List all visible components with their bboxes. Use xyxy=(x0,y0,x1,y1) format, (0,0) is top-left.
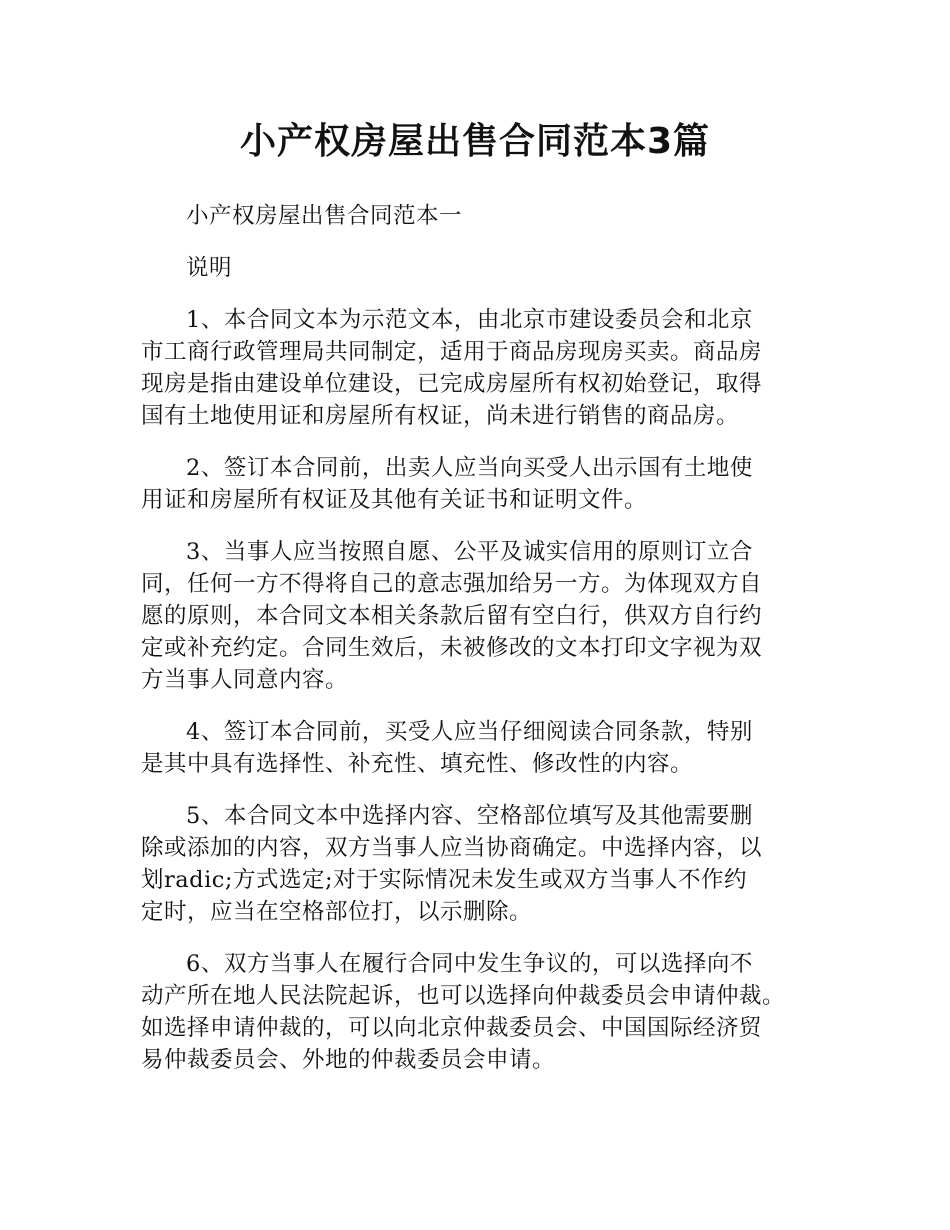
paragraph-1 xyxy=(141,304,831,432)
paragraph-line: 如选择申请仲裁的，可以向北京仲裁委员会、中国国际经济贸 xyxy=(141,1015,763,1041)
paragraph-line: 用证和房屋所有权证及其他有关证书和证明文件。 xyxy=(141,487,648,513)
paragraph-line: 愿的原则，本合同文本相关条款后留有空白行，供双方自行约 xyxy=(141,603,763,629)
paragraph-5 xyxy=(141,800,831,928)
paragraph-4 xyxy=(141,716,831,780)
paragraph-line: 易仲裁委员会、外地的仲裁委员会申请。 xyxy=(141,1047,556,1073)
paragraph-line: 定时，应当在空格部位打，以示删除。 xyxy=(141,899,533,925)
paragraph-line: 现房是指由建设单位建设，已完成房屋所有权初始登记，取得 xyxy=(141,371,763,397)
paragraph-line: 6、双方当事人在履行合同中发生争议的，可以选择向不 xyxy=(186,951,753,977)
paragraph-3 xyxy=(141,536,831,696)
paragraph-line: 国有土地使用证和房屋所有权证，尚未进行销售的商品房。 xyxy=(141,403,740,429)
section-heading: 说明 xyxy=(186,255,233,281)
paragraph-line: 动产所在地人民法院起诉，也可以选择向仲裁委员会申请仲裁。 xyxy=(141,983,786,1009)
paragraph-line: 市工商行政管理局共同制定，适用于商品房现房买卖。商品房 xyxy=(141,339,763,365)
paragraph-line: 5、本合同文本中选择内容、空格部位填写及其他需要删 xyxy=(186,803,753,829)
paragraph-line: 1、本合同文本为示范文本，由北京市建设委员会和北京 xyxy=(186,307,753,333)
document-title: 小产权房屋出售合同范本3篇 xyxy=(239,121,711,162)
paragraph-line: 3、当事人应当按照自愿、公平及诚实信用的原则订立合 xyxy=(186,539,753,565)
paragraph-line: 同，任何一方不得将自己的意志强加给另一方。为体现双方自 xyxy=(141,571,763,597)
contract-subtitle: 小产权房屋出售合同范本一 xyxy=(186,203,463,229)
paragraph-6 xyxy=(141,948,831,1076)
paragraph-line: 4、签订本合同前，买受人应当仔细阅读合同条款，特别 xyxy=(186,719,753,745)
paragraph-2 xyxy=(141,452,831,516)
paragraph-line: 方当事人同意内容。 xyxy=(141,667,349,693)
document-body xyxy=(141,200,831,1096)
paragraph-line: 除或添加的内容，双方当事人应当协商确定。中选择内容，以 xyxy=(141,835,763,861)
paragraph-line: 定或补充约定。合同生效后，未被修改的文本打印文字视为双 xyxy=(141,635,763,661)
paragraph-line: 划radic;方式选定;对于实际情况未发生或双方当事人不作约 xyxy=(141,867,748,893)
paragraph-line: 是其中具有选择性、补充性、填充性、修改性的内容。 xyxy=(141,751,694,777)
paragraph-line: 2、签订本合同前，出卖人应当向买受人出示国有土地使 xyxy=(186,455,753,481)
